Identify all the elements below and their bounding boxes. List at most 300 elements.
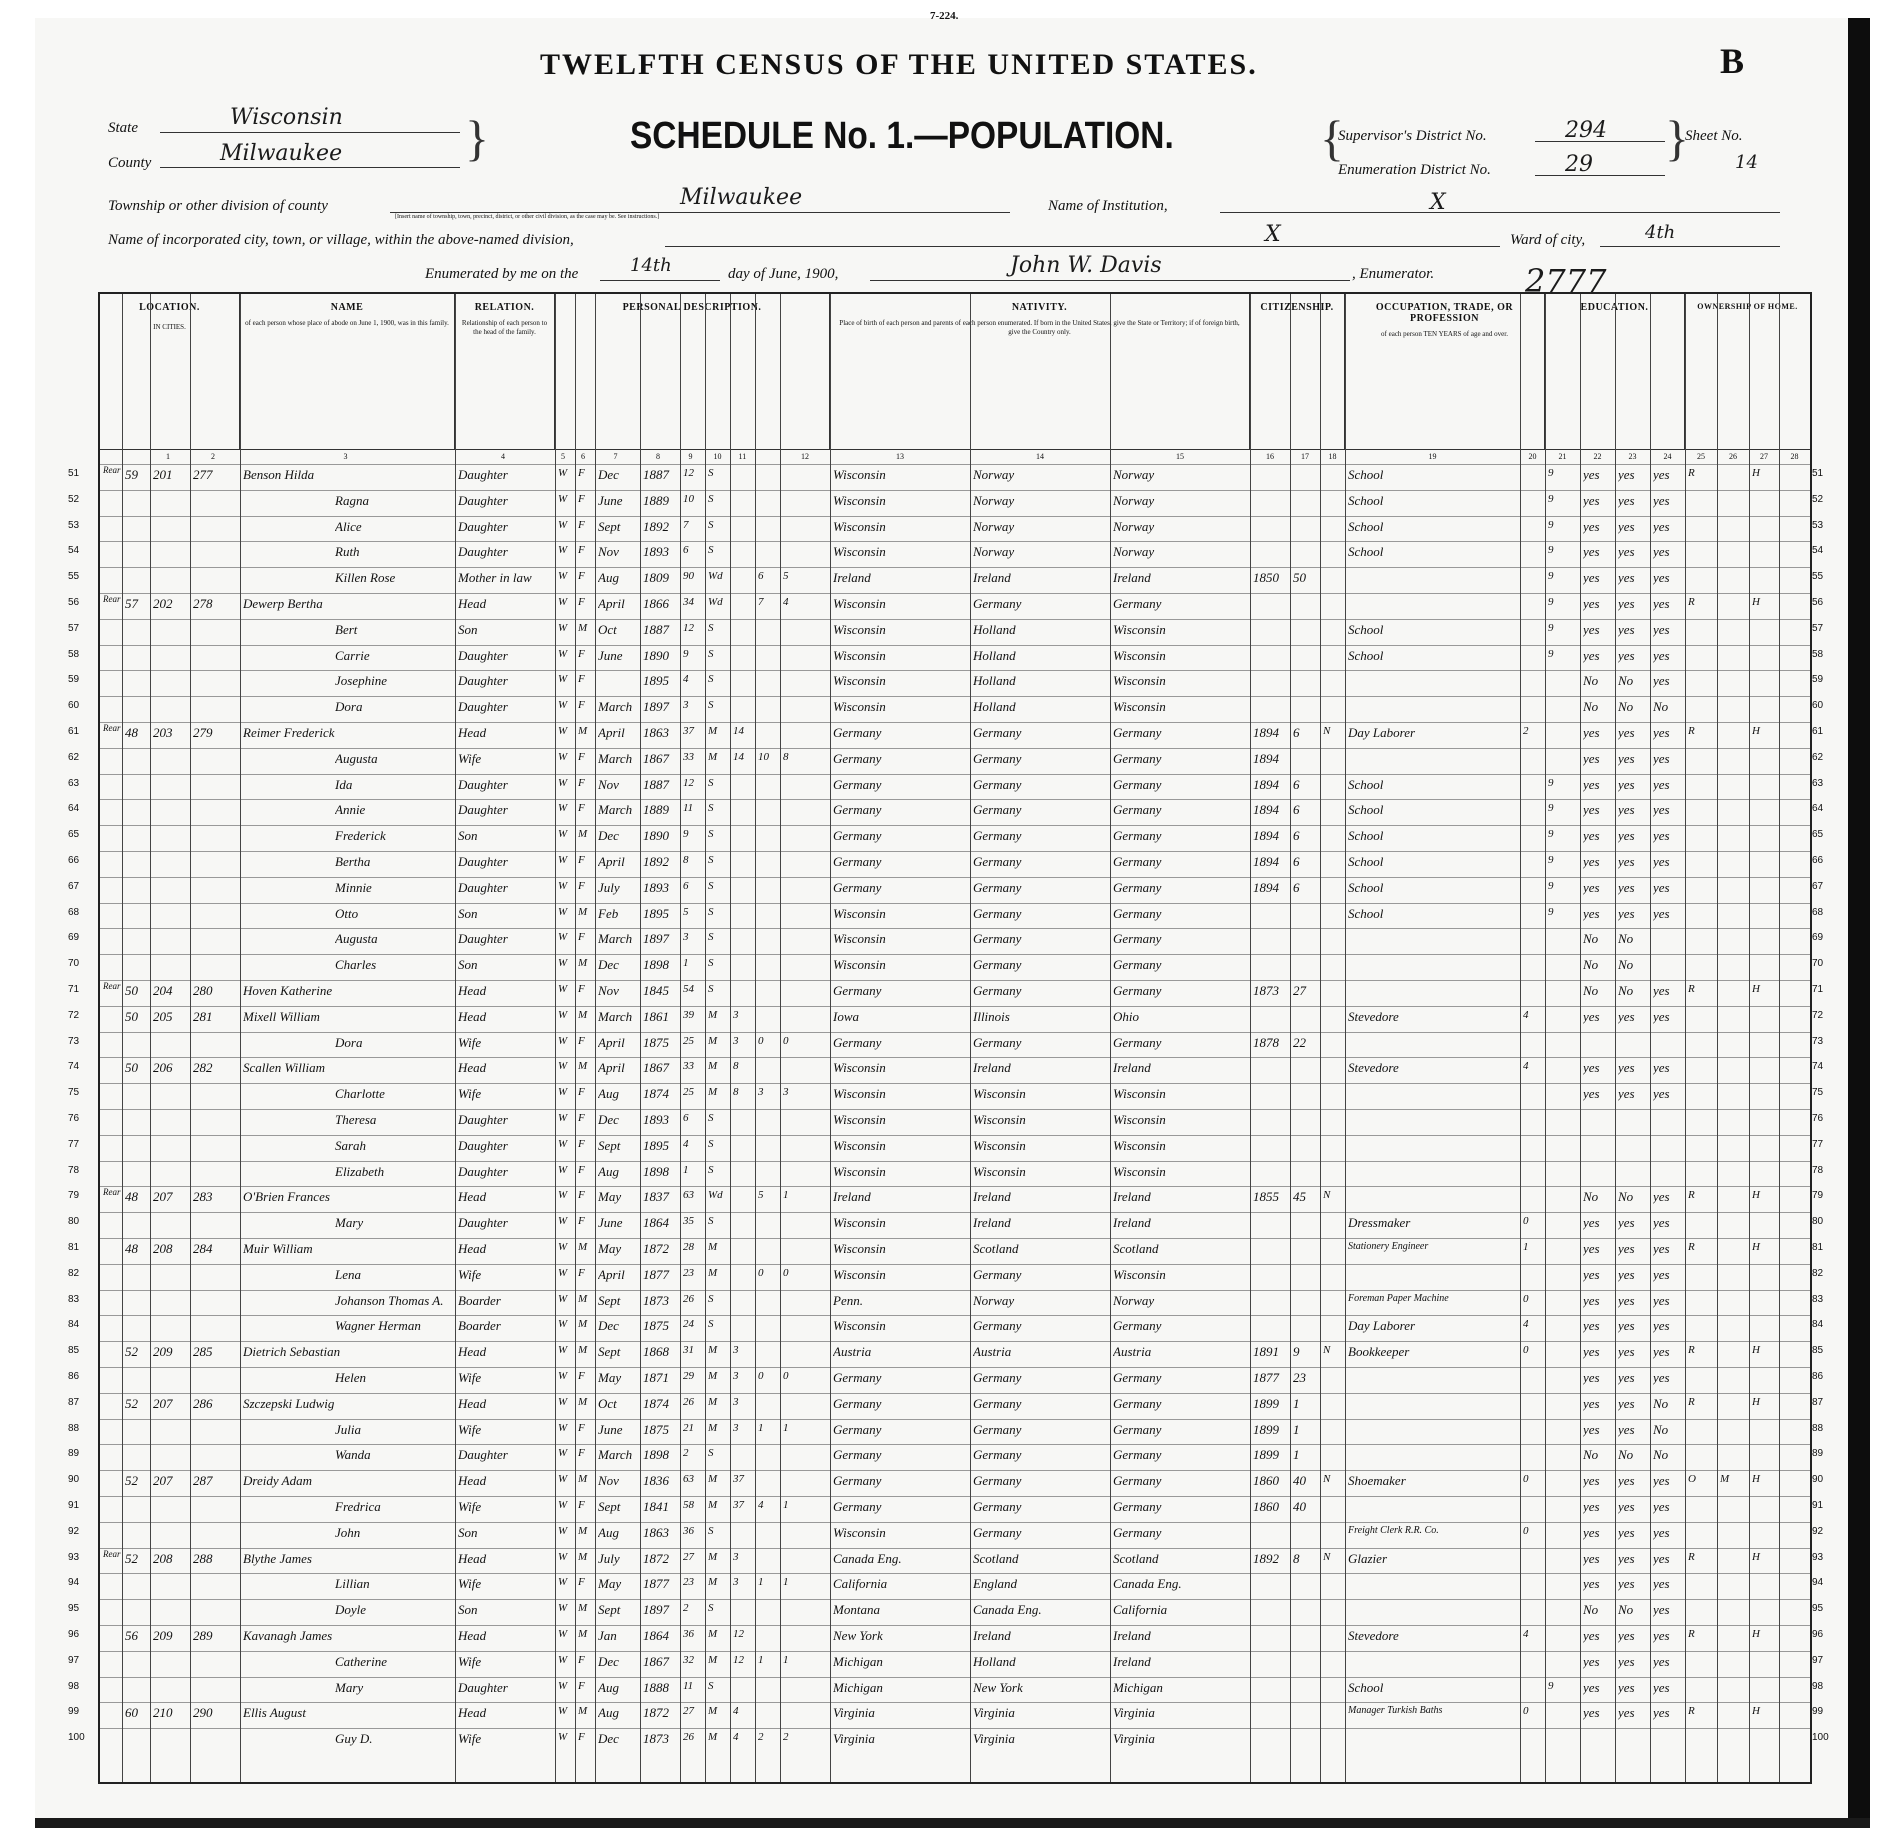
cell-rel: Daughter	[458, 492, 508, 508]
line-number: 60	[1812, 700, 1824, 712]
line-number: 86	[1812, 1371, 1824, 1382]
cell-sex: F	[578, 1731, 585, 1744]
cell-mother: California	[1113, 1602, 1168, 1618]
cell-birth: Germany	[833, 1034, 882, 1050]
cell-race: W	[558, 647, 568, 660]
cell-eng: yes	[1653, 854, 1670, 869]
cell-y: 4	[733, 1705, 739, 1718]
cell-mother: Ireland	[1113, 1653, 1151, 1669]
cell-father: Germany	[973, 1318, 1022, 1334]
cell-father: Germany	[973, 776, 1022, 792]
cell-birth: Michigan	[833, 1653, 883, 1669]
cell-race: W	[558, 828, 568, 841]
cell-read: No	[1583, 1189, 1599, 1205]
cell-dwell: 201	[153, 467, 173, 482]
cell-name: Annie	[335, 802, 366, 818]
line-number: 58	[68, 648, 80, 660]
line-number: 57	[1812, 622, 1824, 634]
cell-dwell: 207	[153, 1189, 173, 1205]
cell-name: Kavanagh James	[243, 1628, 333, 1643]
row-rule	[100, 774, 1810, 775]
cell-mo: 0	[1523, 1705, 1529, 1718]
cell-rel: Daughter	[458, 544, 508, 560]
column-rule	[575, 294, 576, 1782]
cell-dwell: 204	[153, 983, 173, 998]
cell-age: 24	[683, 1318, 694, 1331]
cell-street: Rear	[103, 1187, 121, 1198]
line-number: 78	[68, 1164, 80, 1176]
table-row	[100, 1393, 1810, 1419]
cell-birth: Germany	[833, 983, 882, 998]
cell-eng: yes	[1653, 647, 1670, 663]
enumerator-line	[870, 280, 1350, 281]
cell-write: yes	[1618, 750, 1635, 766]
cell-eng: yes	[1653, 1705, 1670, 1721]
township-label: Township or other division of county	[108, 198, 328, 214]
table-row	[100, 1186, 1810, 1212]
column-number: 7	[613, 452, 618, 461]
cell-ms: S	[708, 983, 714, 995]
cell-race: W	[558, 1395, 568, 1408]
row-rule	[100, 1728, 1810, 1729]
cell-mother: Virginia	[1113, 1731, 1155, 1747]
cell-sex: F	[578, 1034, 585, 1047]
cell-own: O	[1688, 1473, 1696, 1486]
cell-occ: School	[1348, 802, 1384, 818]
enumerator-label: , Enumerator.	[1352, 266, 1435, 282]
cell-mother: Ireland	[1113, 1628, 1151, 1643]
cell-ms: S	[708, 492, 714, 505]
cell-name: Helen	[335, 1370, 367, 1385]
cell-month: May	[598, 1370, 622, 1385]
line-number: 88	[1812, 1422, 1824, 1434]
cell-c: 1	[783, 1189, 789, 1202]
cell-write: yes	[1618, 1086, 1635, 1102]
cell-race: W	[558, 1060, 568, 1073]
cell-c: 1	[783, 1499, 789, 1511]
cell-y: 3	[733, 1008, 739, 1021]
cell-race: W	[558, 1215, 568, 1228]
cell-read: yes	[1583, 467, 1600, 482]
row-rule	[100, 1238, 1810, 1239]
cell-ms: M	[708, 1008, 718, 1021]
table-row	[100, 1651, 1810, 1677]
cell-ms: M	[708, 1473, 718, 1486]
table-row	[100, 1315, 1810, 1341]
cell-mother: Germany	[1113, 802, 1162, 818]
cell-y: 4	[733, 1731, 739, 1744]
cell-mother: Germany	[1113, 1421, 1162, 1437]
cell-att: 9	[1548, 544, 1554, 557]
cell-ms: S	[708, 776, 714, 789]
cell-house: 52	[125, 1344, 138, 1360]
cell-birth: Germany	[833, 1447, 882, 1463]
row-rule	[100, 954, 1810, 955]
cell-occ: School	[1348, 828, 1384, 844]
cell-age: 10	[683, 492, 694, 505]
cell-imm: 1899	[1253, 1421, 1279, 1437]
column-number: 21	[1558, 452, 1567, 461]
table-row	[100, 1625, 1810, 1651]
cell-sex: M	[578, 1550, 588, 1563]
cell-fam: 289	[193, 1628, 213, 1643]
cell-street: Rear	[103, 981, 121, 991]
cell-own: R	[1688, 1705, 1695, 1718]
cell-dwell: 207	[153, 1395, 173, 1411]
cell-write: yes	[1618, 467, 1635, 482]
column-rule	[595, 294, 596, 1782]
cell-month: Dec	[598, 1112, 619, 1127]
cell-eng: yes	[1653, 1060, 1670, 1076]
cell-year: 1864	[643, 1628, 669, 1643]
cell-dwell: 208	[153, 1241, 173, 1256]
cell-write: yes	[1618, 570, 1635, 586]
cell-read: No	[1583, 699, 1599, 715]
cell-age: 39	[683, 1008, 694, 1021]
cell-sex: F	[578, 1112, 585, 1124]
cell-farm: H	[1752, 1473, 1760, 1486]
enumerated-day: 14th	[630, 255, 672, 276]
cell-age: 11	[683, 1679, 694, 1692]
cell-occ: Shoemaker	[1348, 1473, 1406, 1489]
cell-sex: F	[578, 492, 585, 505]
cell-mother: Germany	[1113, 828, 1162, 844]
table-row	[100, 1341, 1810, 1367]
cell-birth: Wisconsin	[833, 1060, 886, 1076]
cell-write: yes	[1618, 828, 1635, 844]
line-number: 59	[1812, 674, 1824, 686]
cell-name: Mixell William	[243, 1008, 320, 1024]
county-label: County	[108, 155, 152, 171]
cell-birth: Ireland	[833, 570, 871, 586]
cell-att: 9	[1548, 776, 1554, 789]
cell-birth: California	[833, 1576, 888, 1592]
cell-sex: M	[578, 1473, 588, 1486]
cell-mother: Wisconsin	[1113, 1266, 1166, 1282]
line-number: 55	[68, 571, 80, 583]
cell-ms: S	[708, 854, 714, 866]
column-rule	[1615, 294, 1616, 1782]
column-number: 24	[1663, 452, 1672, 461]
cell-rel: Head	[458, 1241, 487, 1256]
row-rule	[100, 1651, 1810, 1652]
cell-own: R	[1688, 983, 1695, 995]
cell-ms: S	[708, 879, 714, 892]
cell-name: Elizabeth	[335, 1163, 385, 1179]
line-number: 72	[1812, 1009, 1824, 1021]
cell-age: 36	[683, 1628, 694, 1640]
cell-occ: School	[1348, 776, 1384, 792]
cell-write: yes	[1618, 905, 1635, 921]
cell-yrs: 1	[1293, 1421, 1300, 1437]
cell-month: April	[598, 1266, 625, 1282]
cell-ms: S	[708, 544, 714, 557]
table-row	[100, 799, 1810, 825]
line-number: 64	[68, 803, 80, 815]
cell-street: Rear	[103, 594, 121, 604]
cell-father: Wisconsin	[973, 1112, 1026, 1127]
column-number: 1	[166, 452, 170, 461]
column-numbers	[100, 449, 1810, 465]
cell-month: April	[598, 854, 625, 869]
cell-house: 57	[125, 596, 138, 611]
row-rule	[100, 1677, 1810, 1678]
cell-fam: 280	[193, 983, 213, 998]
cell-ms: M	[708, 1060, 718, 1073]
cell-yrs: 6	[1293, 854, 1300, 869]
cell-ms: S	[708, 699, 714, 712]
line-number: 63	[68, 777, 80, 789]
line-number: 74	[68, 1061, 80, 1073]
cell-mo: 0	[1523, 1292, 1529, 1305]
cell-read: yes	[1583, 492, 1600, 508]
table-row	[100, 541, 1810, 567]
cell-father: Germany	[973, 931, 1022, 947]
cell-father: Germany	[973, 828, 1022, 844]
cell-write: yes	[1618, 854, 1635, 869]
census-title: TWELFTH CENSUS OF THE UNITED STATES.	[540, 48, 1258, 81]
table-row	[100, 1367, 1810, 1393]
cell-age: 4	[683, 673, 689, 686]
cell-birth: Virginia	[833, 1705, 875, 1721]
cell-race: W	[558, 1679, 568, 1692]
cell-race: W	[558, 1344, 568, 1357]
cell-y: 8	[733, 1086, 739, 1099]
cell-nat: N	[1323, 1344, 1331, 1357]
sheet-value: 14	[1735, 152, 1758, 173]
cell-race: W	[558, 1447, 568, 1460]
cell-month: April	[598, 725, 625, 740]
cell-imm: 1894	[1253, 750, 1279, 766]
column-rule	[455, 294, 456, 1782]
line-number: 94	[68, 1577, 80, 1589]
ward-line	[1600, 246, 1780, 247]
line-number: 95	[68, 1603, 80, 1615]
cell-year: 1871	[643, 1370, 669, 1385]
cell-fam: 287	[193, 1473, 213, 1489]
cell-y: 37	[733, 1499, 744, 1511]
cell-read: No	[1583, 1602, 1599, 1618]
header-nativity: NATIVITY. Place of birth of each person and parents of each person enumerated. If born in the United States, give the State or Territory; if of foreign birth, give the Country only.	[830, 294, 1250, 449]
cell-sex: M	[578, 1524, 588, 1537]
line-number: 81	[68, 1242, 80, 1253]
cell-rel: Head	[458, 1060, 487, 1076]
table-row	[100, 490, 1810, 516]
cell-father: Germany	[973, 596, 1022, 611]
line-number: 52	[68, 493, 80, 505]
cell-mother: Canada Eng.	[1113, 1576, 1182, 1592]
cell-read: yes	[1583, 621, 1600, 637]
cell-month: Oct	[598, 1395, 617, 1411]
cell-eng: yes	[1653, 467, 1670, 482]
cell-m: 5	[758, 1189, 764, 1202]
cell-month: April	[598, 1034, 625, 1050]
row-rule	[100, 1315, 1810, 1316]
cell-att: 9	[1548, 492, 1554, 505]
city-line	[665, 246, 1500, 247]
row-rule	[100, 1470, 1810, 1471]
cell-sex: M	[578, 957, 588, 970]
column-rule	[1580, 294, 1581, 1782]
cell-father: Holland	[973, 699, 1016, 715]
cell-rel: Head	[458, 1628, 487, 1643]
cell-father: Holland	[973, 1653, 1016, 1669]
cell-age: 23	[683, 1266, 694, 1279]
line-number: 89	[68, 1448, 80, 1460]
cell-age: 8	[683, 854, 689, 866]
cell-age: 23	[683, 1576, 694, 1589]
cell-dwell: 205	[153, 1008, 173, 1024]
schedule-title: SCHEDULE No. 1.—POPULATION.	[630, 115, 1174, 157]
line-number: 61	[1812, 726, 1824, 737]
cell-c: 1	[783, 1421, 789, 1434]
cell-sex: F	[578, 879, 585, 892]
cell-rel: Son	[458, 1602, 478, 1618]
cell-year: 1898	[643, 957, 669, 973]
cell-read: yes	[1583, 750, 1600, 766]
cell-house: 56	[125, 1628, 138, 1643]
cell-father: Norway	[973, 518, 1015, 534]
cell-fam: 282	[193, 1060, 213, 1076]
line-number: 66	[1812, 855, 1824, 866]
cell-name: Wagner Herman	[335, 1318, 421, 1334]
cell-month: April	[598, 596, 625, 611]
township-value: Milwaukee	[680, 185, 803, 210]
line-number: 62	[68, 751, 80, 763]
cell-age: 25	[683, 1086, 694, 1099]
ward-label: Ward of city,	[1510, 232, 1586, 248]
cell-house: 50	[125, 1008, 138, 1024]
cell-mother: Ireland	[1113, 1189, 1151, 1205]
cell-eng: yes	[1653, 1318, 1670, 1334]
column-rule	[1749, 294, 1750, 1782]
cell-birth: Wisconsin	[833, 1163, 886, 1179]
cell-age: 26	[683, 1731, 694, 1744]
cell-birth: Germany	[833, 725, 882, 740]
cell-ms: M	[708, 750, 718, 763]
cell-occ: Stevedore	[1348, 1008, 1399, 1024]
cell-eng: No	[1653, 699, 1669, 715]
cell-ms: S	[708, 1602, 714, 1615]
cell-year: 1890	[643, 828, 669, 844]
cell-read: yes	[1583, 1524, 1600, 1540]
cell-father: Scotland	[973, 1241, 1019, 1256]
cell-eng: yes	[1653, 1628, 1670, 1643]
column-rule	[190, 294, 191, 1782]
cell-eng: yes	[1653, 802, 1670, 818]
header-location: LOCATION. IN CITIES.	[100, 294, 240, 449]
cell-farm: H	[1752, 725, 1760, 737]
cell-age: 26	[683, 1395, 694, 1408]
cell-father: Virginia	[973, 1731, 1015, 1747]
cell-m: 4	[758, 1499, 764, 1511]
cell-yrs: 6	[1293, 725, 1300, 740]
column-number: 22	[1593, 452, 1602, 461]
cell-read: yes	[1583, 1344, 1600, 1360]
cell-age: 58	[683, 1499, 694, 1511]
cell-birth: Wisconsin	[833, 905, 886, 921]
cell-read: yes	[1583, 1292, 1600, 1308]
cell-write: No	[1618, 957, 1634, 973]
row-rule	[100, 1522, 1810, 1523]
cell-name: Carrie	[335, 647, 370, 663]
cell-race: W	[558, 492, 568, 505]
cell-age: 26	[683, 1292, 694, 1305]
cell-age: 27	[683, 1705, 694, 1718]
cell-name: Alice	[335, 518, 362, 534]
cell-month: Nov	[598, 544, 619, 560]
cell-y: 37	[733, 1473, 744, 1486]
cell-month: Sept	[598, 1602, 621, 1618]
cell-name: Doyle	[335, 1602, 367, 1618]
cell-read: yes	[1583, 1679, 1600, 1695]
cell-sex: F	[578, 1370, 585, 1382]
cell-father: Germany	[973, 1395, 1022, 1411]
cell-ms: M	[708, 1034, 718, 1047]
cell-sex: M	[578, 725, 588, 737]
state-line	[160, 132, 460, 133]
cell-occ: Day Laborer	[1348, 725, 1416, 740]
cell-eng: yes	[1653, 879, 1670, 895]
line-number: 87	[1812, 1396, 1824, 1408]
table-row	[100, 1032, 1810, 1058]
cell-mother: Norway	[1113, 544, 1155, 560]
cell-ms: M	[708, 1499, 718, 1511]
cell-name: Lena	[335, 1266, 361, 1282]
line-number: 91	[1812, 1500, 1824, 1511]
cell-ms: S	[708, 1447, 714, 1460]
cell-race: W	[558, 1086, 568, 1099]
line-number: 73	[1812, 1035, 1824, 1047]
cell-yrs: 8	[1293, 1550, 1300, 1566]
cell-name: Ruth	[335, 544, 360, 560]
cell-year: 1866	[643, 596, 669, 611]
cell-year: 1897	[643, 1602, 669, 1618]
cell-age: 6	[683, 1112, 689, 1124]
line-number: 70	[1812, 958, 1824, 970]
cell-sex: F	[578, 1576, 585, 1589]
column-rule	[1520, 294, 1521, 1782]
cell-read: No	[1583, 1447, 1599, 1463]
cell-year: 1836	[643, 1473, 669, 1489]
cell-yrs: 6	[1293, 879, 1300, 895]
cell-month: July	[598, 879, 620, 895]
cell-race: W	[558, 1112, 568, 1124]
table-row	[100, 1212, 1810, 1238]
cell-write: No	[1618, 1189, 1634, 1205]
city-label: Name of incorporated city, town, or village, within the above-named division,	[108, 232, 574, 248]
cell-rel: Daughter	[458, 931, 508, 947]
row-rule	[100, 593, 1810, 594]
cell-read: No	[1583, 931, 1599, 947]
supervisor-label: Supervisor's District No.	[1338, 128, 1487, 144]
cell-yrs: 22	[1293, 1034, 1306, 1050]
cell-name: John	[335, 1524, 361, 1540]
cell-mother: Germany	[1113, 776, 1162, 792]
row-rule	[100, 1212, 1810, 1213]
cell-birth: Wisconsin	[833, 1137, 886, 1153]
cell-farm: H	[1752, 1241, 1760, 1253]
table-row	[100, 1083, 1810, 1109]
cell-year: 1889	[643, 802, 669, 818]
cell-race: W	[558, 1421, 568, 1434]
line-number: 75	[1812, 1087, 1824, 1099]
cell-birth: Austria	[833, 1344, 872, 1360]
header-relation: RELATION. Relationship of each person to the head of the family.	[455, 294, 555, 449]
cell-free: M	[1720, 1473, 1730, 1486]
cell-mo: 0	[1523, 1524, 1529, 1537]
cell-write: yes	[1618, 1421, 1635, 1437]
